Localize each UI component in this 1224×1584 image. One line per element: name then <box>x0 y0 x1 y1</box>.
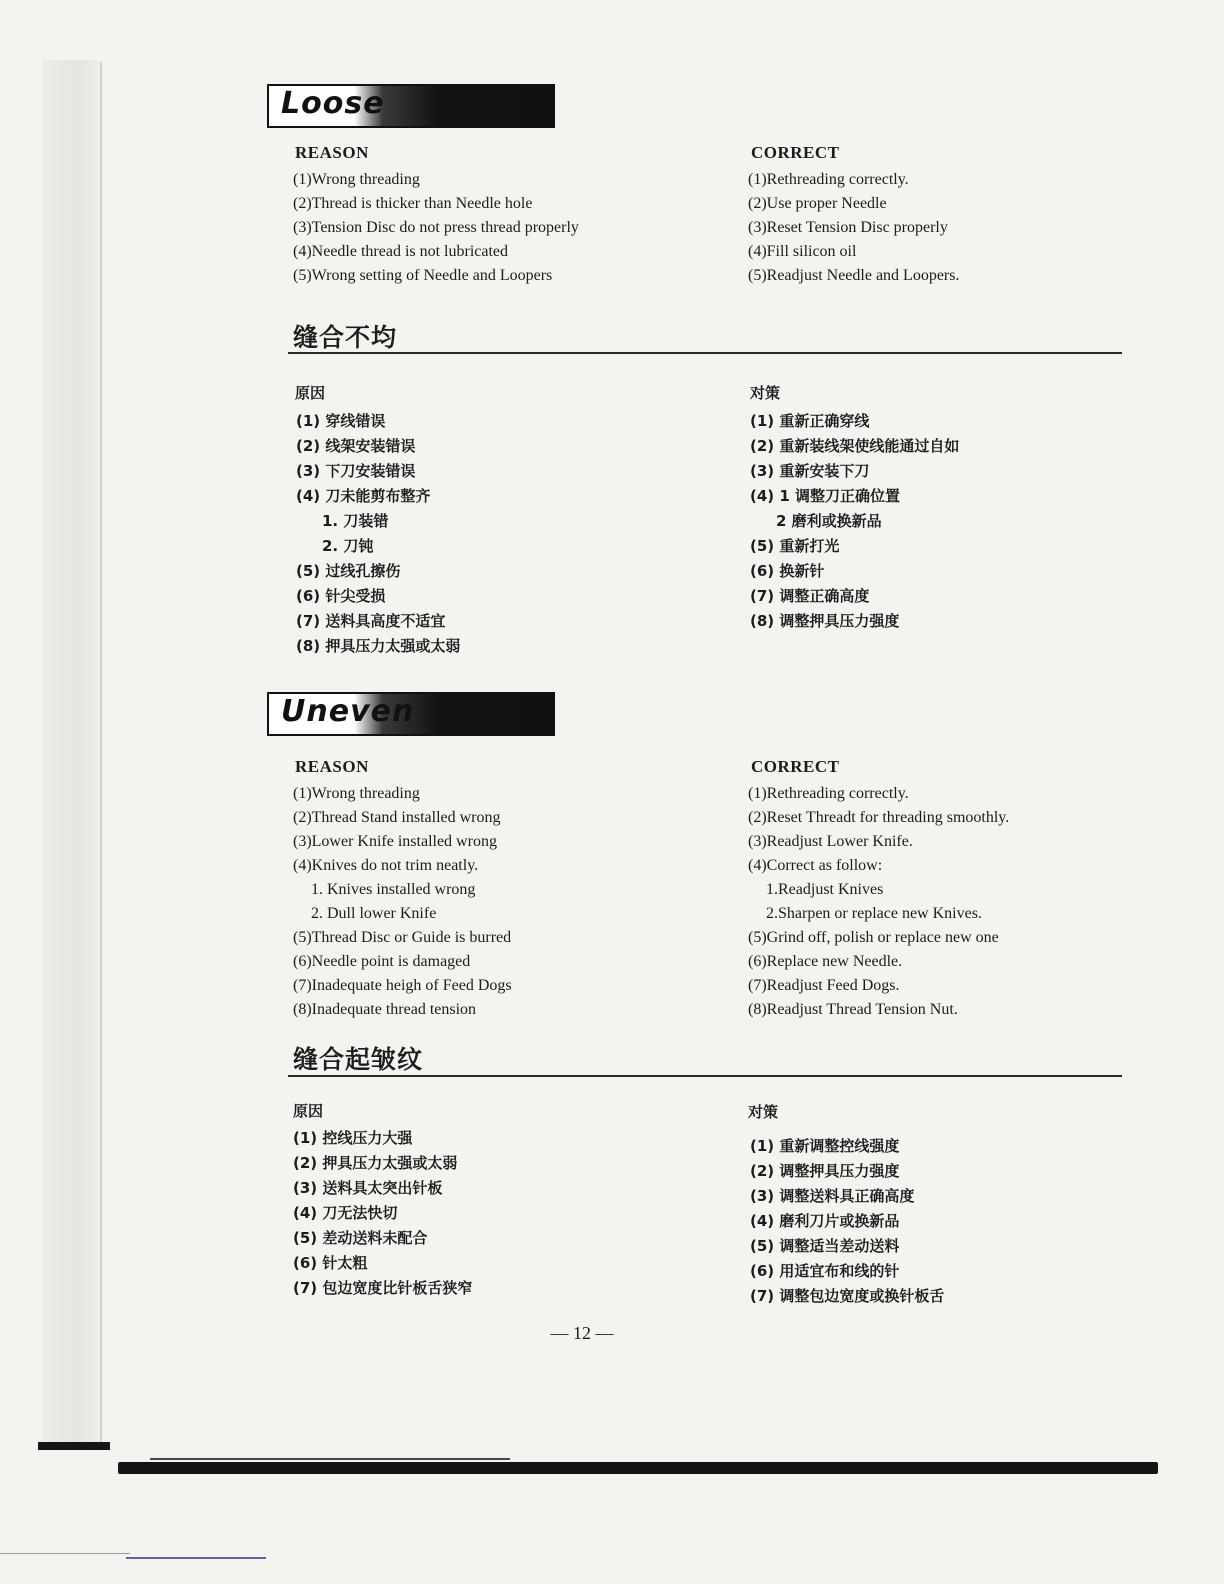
loose-reason-heading: REASON <box>295 143 369 162</box>
list-item: (6) 换新针 <box>750 562 825 580</box>
scan-bar-left <box>38 1442 110 1450</box>
list-item: (6)Replace new Needle. <box>748 953 903 970</box>
list-item: (8) 调整押具压力强度 <box>750 612 900 630</box>
list-item: (3) 下刀安装错误 <box>296 462 416 480</box>
list-item: (1) 重新调整控线强度 <box>750 1137 900 1155</box>
list-item: (7) 调整正确高度 <box>750 587 870 605</box>
list-item: (5)Grind off, polish or replace new one <box>748 929 999 946</box>
bottom-bar <box>118 1462 1158 1474</box>
uneven-zh-title: 缝合不均 <box>293 323 398 352</box>
list-item: (6) 针太粗 <box>293 1254 368 1272</box>
list-item: (3) 送料具太突出针板 <box>293 1179 443 1197</box>
list-item: (7) 送料具高度不适宜 <box>296 612 446 630</box>
list-item: (5) 调整适当差动送料 <box>750 1237 900 1255</box>
wrinkle-zh-correct-list <box>750 1134 944 1309</box>
list-item: (1)Rethreading correctly. <box>748 171 909 188</box>
uneven-zh-correct-heading: 对策 <box>750 384 781 402</box>
scan-edge-line <box>100 62 102 1442</box>
section-rule <box>288 352 1122 354</box>
uneven-zh-correct-list <box>750 409 959 634</box>
list-item: (3)Tension Disc do not press thread properly <box>293 219 579 236</box>
list-item: (4) 1 调整刀正确位置 <box>750 487 901 505</box>
list-item: (2)Thread is thicker than Needle hole <box>293 195 533 212</box>
list-item: 2.Sharpen or replace new Knives. <box>766 905 982 922</box>
loose-correct-list <box>748 168 959 288</box>
list-item: (4)Needle thread is not lubricated <box>293 243 509 260</box>
list-item: (3) 调整送料具正确高度 <box>750 1187 915 1205</box>
wrinkle-zh-correct-heading: 对策 <box>748 1103 779 1121</box>
list-item: (1) 穿线错误 <box>296 412 386 430</box>
section-rule <box>288 1075 1122 1077</box>
list-item: (1)Wrong threading <box>293 785 420 802</box>
list-item: 2. 刀钝 <box>322 537 374 555</box>
list-item: (4)Knives do not trim neatly. <box>293 857 479 874</box>
list-item: 2. Dull lower Knife <box>311 905 437 922</box>
list-item: (2) 线架安装错误 <box>296 437 416 455</box>
list-item: (3)Readjust Lower Knife. <box>748 833 913 850</box>
list-item: (4)Correct as follow: <box>748 857 883 874</box>
list-item: (3)Reset Tension Disc properly <box>748 219 948 236</box>
list-item: (5) 过线孔擦伤 <box>296 562 401 580</box>
footer-link-line <box>126 1557 266 1559</box>
list-item: (2) 重新装线架使线能通过自如 <box>750 437 960 455</box>
list-item: (6) 针尖受损 <box>296 587 386 605</box>
uneven-banner <box>267 692 555 736</box>
list-item: (7)Readjust Feed Dogs. <box>748 977 900 994</box>
uneven-zh-reason-list <box>296 409 460 659</box>
list-item: (2) 调整押具压力强度 <box>750 1162 900 1180</box>
scan-shadow <box>42 60 108 1450</box>
list-item: (4) 刀无法快切 <box>293 1204 398 1222</box>
list-item: 1. 刀装错 <box>322 512 389 530</box>
bottom-thin-rule <box>150 1458 510 1460</box>
loose-banner <box>267 84 555 128</box>
list-item: (7)Inadequate heigh of Feed Dogs <box>293 977 512 994</box>
page-number: — 12 — <box>550 1323 614 1343</box>
loose-banner-text: Loose <box>281 86 385 121</box>
list-item: (2)Reset Threadt for threading smoothly. <box>748 809 1010 826</box>
list-item: (2)Use proper Needle <box>748 195 887 212</box>
wrinkle-zh-reason-list <box>293 1126 472 1301</box>
list-item: 2 磨利或换新品 <box>776 512 882 530</box>
list-item: (6) 用适宜布和线的针 <box>750 1262 900 1280</box>
wrinkle-zh-title: 缝合起皱纹 <box>293 1045 424 1074</box>
footer-line <box>0 1553 130 1554</box>
uneven-reason-list <box>293 782 512 1022</box>
loose-reason-list <box>293 168 579 288</box>
list-item: 1.Readjust Knives <box>766 881 884 898</box>
list-item: (7) 调整包边宽度或换针板舌 <box>750 1287 945 1305</box>
list-item: (5)Readjust Needle and Loopers. <box>748 267 960 284</box>
list-item: (1) 重新正确穿线 <box>750 412 870 430</box>
list-item: (3)Lower Knife installed wrong <box>293 833 497 850</box>
list-item: (5)Thread Disc or Guide is burred <box>293 929 512 946</box>
list-item: (8)Readjust Thread Tension Nut. <box>748 1001 958 1018</box>
uneven-reason-heading: REASON <box>295 757 369 776</box>
list-item: (8)Inadequate thread tension <box>293 1001 477 1018</box>
list-item: (8) 押具压力太强或太弱 <box>296 637 461 655</box>
list-item: (7) 包边宽度比针板舌狭窄 <box>293 1279 473 1297</box>
list-item: (5)Wrong setting of Needle and Loopers <box>293 267 553 284</box>
list-item: (5) 差动送料未配合 <box>293 1229 428 1247</box>
uneven-banner-text: Uneven <box>281 694 415 729</box>
wrinkle-zh-reason-heading: 原因 <box>293 1102 324 1120</box>
list-item: 1. Knives installed wrong <box>311 881 476 898</box>
list-item: (1)Wrong threading <box>293 171 420 188</box>
list-item: (4) 刀未能剪布整齐 <box>296 487 431 505</box>
uneven-zh-reason-heading: 原因 <box>295 384 326 402</box>
list-item: (2)Thread Stand installed wrong <box>293 809 501 826</box>
list-item: (3) 重新安装下刀 <box>750 462 870 480</box>
list-item: (2) 押具压力太强或太弱 <box>293 1154 458 1172</box>
list-item: (5) 重新打光 <box>750 537 840 555</box>
list-item: (1) 控线压力大强 <box>293 1129 413 1147</box>
loose-correct-heading: CORRECT <box>751 143 840 162</box>
list-item: (6)Needle point is damaged <box>293 953 471 970</box>
uneven-correct-heading: CORRECT <box>751 757 840 776</box>
list-item: (4)Fill silicon oil <box>748 243 857 260</box>
uneven-correct-list <box>748 782 1009 1022</box>
list-item: (1)Rethreading correctly. <box>748 785 909 802</box>
list-item: (4) 磨利刀片或换新品 <box>750 1212 900 1230</box>
